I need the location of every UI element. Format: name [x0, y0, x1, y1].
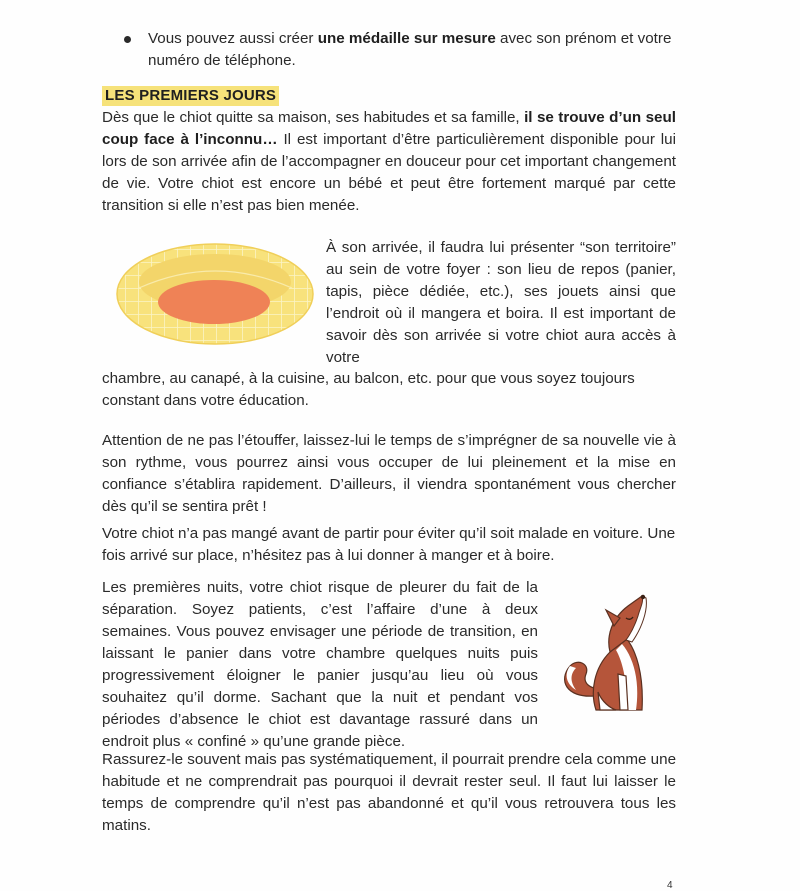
- attention-paragraph: Attention de ne pas l’étouffer, laissez-lui le temps de s’imprégner de sa nouvelle vie à son rythme, vous pourrez ainsi vous occuper de lui pleinement et la mise en confiance s’établira rapidement. D’ailleurs, il viendra spontanément vous chercher dès qu’il se sentira prêt !: [102, 432, 676, 515]
- food-paragraph: Votre chiot n’a pas mangé avant de partir pour éviter qu’il soit malade en voiture. Une fois arrivé sur place, n’hésitez pas à lui donner à manger et à boire.: [102, 525, 676, 564]
- page-number: 4: [667, 880, 673, 891]
- intro-paragraph: Dès que le chiot quitte sa maison, ses habitudes et sa famille, il se trouve d’un seul coup face à l’inconnu… Il est important d’être particulièrement disponible pour lui lors de son arrivée afin de l’accompagner en douceur pour cet important changement de vie. Votre chiot est encore un bébé et peut être fortement marqué par cette transition si elle n’est pas bien menée.: [102, 109, 676, 214]
- territory-paragraph-continued: chambre, au canapé, à la cuisine, au balcon, etc. pour que vous soyez toujours constant dans votre éducation.: [102, 370, 635, 409]
- bullet-text: Vous pouvez aussi créer une médaille sur mesure avec son prénom et votre numéro de téléphone.: [148, 30, 672, 69]
- howling-dog-icon: [556, 592, 668, 714]
- reassure-paragraph: Rassurez-le souvent mais pas systématiquement, il pourrait prendre cela comme une habitude et ne comprendrait pas pourquoi il devrait rester seul. Il faut lui laisser le temps de comprendre qu’il n’est pas abandonné et qu’il vous retrouvera tous les matins.: [102, 751, 677, 834]
- bullet-icon: [124, 36, 131, 43]
- territory-paragraph: À son arrivée, il faudra lui présenter “son territoire” au sein de votre foyer : son lieu de repos (panier, tapis, pièce dédiée, etc.), ses jouets ainsi que l’endroit où il mangera et boira. Il est important de savoir dès son arrivée si votre chiot aura accès à votre: [326, 239, 676, 366]
- nights-paragraph: Les premières nuits, votre chiot risque de pleurer du fait de la séparation. Soyez patients, c’est l’affaire d’une à deux semaines. Vous pouvez envisager une période de transition, en laissant le panier dans votre chambre quelques nuits puis progressivement éloigner le panier jusqu’au lieu où vous souhaitez qu’il dorme. Sachant que la nuit et pendant vos périodes d’absence le chiot est davantage rassuré dans un endroit plus « confiné » qu’une grande pièce.: [102, 579, 538, 750]
- section-heading: LES PREMIERS JOURS: [102, 86, 279, 106]
- dog-basket-icon: [112, 236, 318, 350]
